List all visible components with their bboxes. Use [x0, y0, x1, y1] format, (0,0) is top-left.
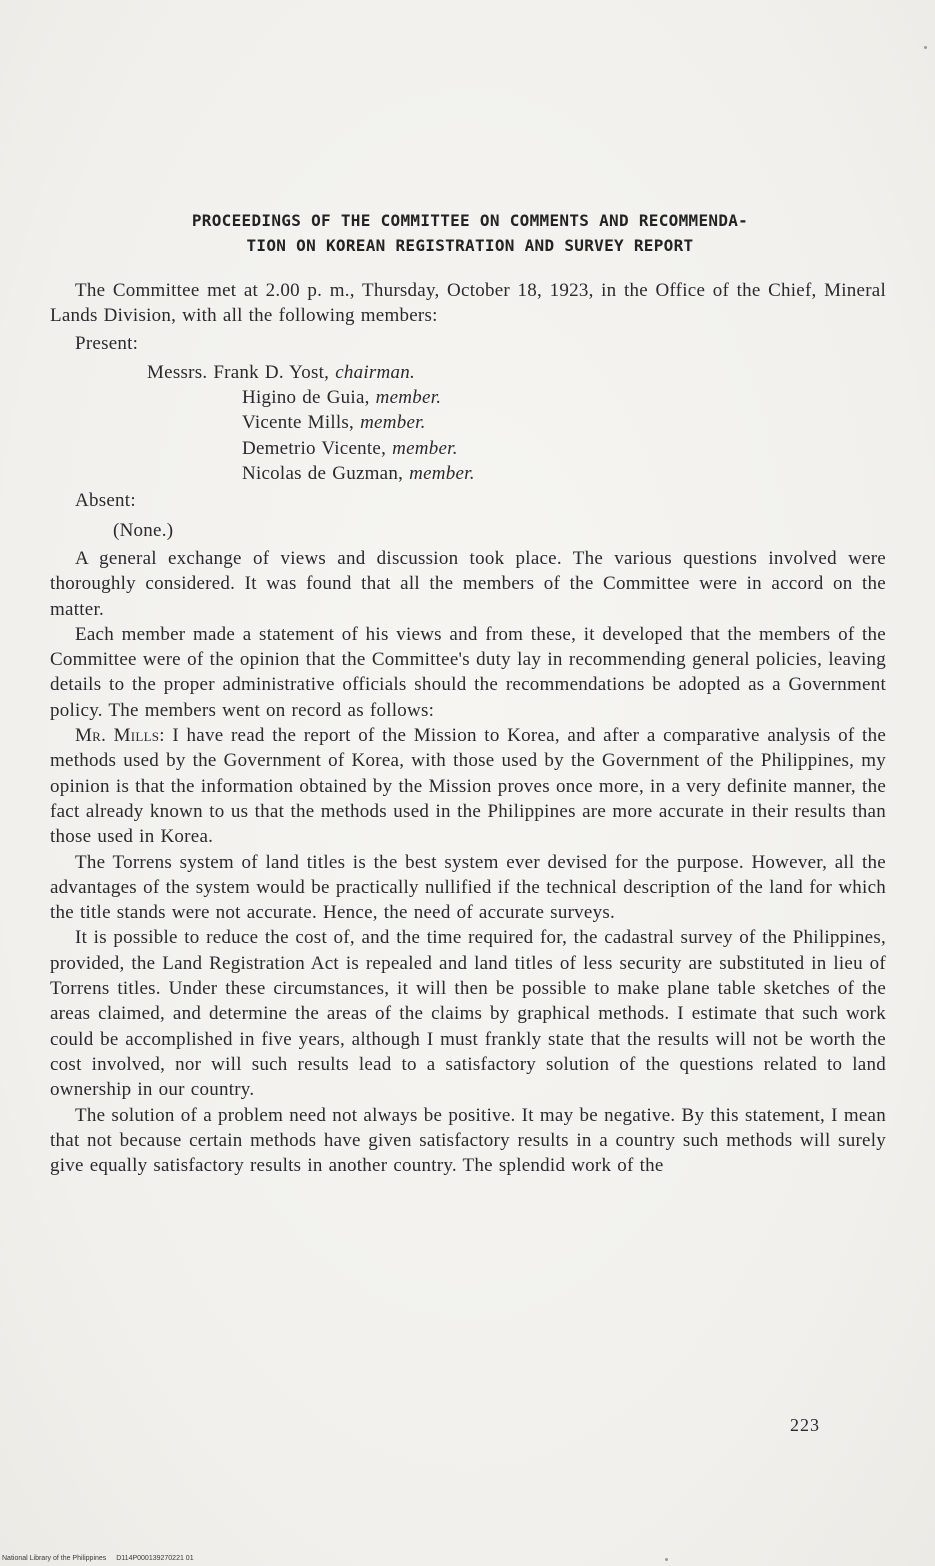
member-name: Nicolas de Guzman,: [242, 463, 404, 485]
absent-value: (None.): [113, 519, 174, 541]
member-row: [147, 436, 886, 461]
scan-speck: [665, 1558, 668, 1561]
member-role: member.: [375, 387, 442, 409]
body-paragraph: The solution of a problem need not always be positive. It may be negative. By this statement, I mean that not because certain methods have given satisfactory results in a country such methods will surely give equally satisfactory results in another country. The splendid work of the: [50, 1104, 886, 1177]
member-name: Demetrio Vicente,: [242, 437, 387, 459]
messrs-label: Messrs.: [147, 361, 208, 383]
member-role: member.: [360, 412, 426, 434]
present-label: Present:: [75, 332, 139, 354]
statement-text: I have read the report of the Mission to Korea, and after a comparative analysis of the methods used by the Government of Korea, with those used by the Government of the Philippines, my opinion is that the information obtained by the Mission proves once more, in a very definite manner, the fact already known to us that the methods used in the Philippines are more accurate in their results than those used in Korea.: [50, 725, 886, 848]
document-title: [50, 208, 890, 258]
footer-credit: [2, 1555, 202, 1562]
member-row: [147, 385, 886, 410]
member-name: Higino de Guia,: [242, 387, 370, 409]
body-paragraph: It is possible to reduce the cost of, and the time required for, the cadastral survey of the Philippines, provided, the Land Registration Act is repealed and land titles of less security are substituted in lieu of Torrens titles. Under these circumstances, it will then be possible to make plane table sketches of the areas claimed, and determine the areas of the claims by graphical methods. I estimate that such work could be accomplished in five years, although I must frankly state that the results will not be worth the cost involved, nor will such results lead to a satisfactory solution of the questions related to land ownership in our country.: [50, 927, 886, 1101]
member-role: member.: [392, 437, 458, 459]
speaker-name: Mr. Mills:: [75, 725, 165, 747]
member-name: Vicente Mills,: [242, 412, 355, 434]
document-body: [50, 278, 886, 1178]
body-paragraph: Each member made a statement of his views and from these, it developed that the members of the Committee were of the opinion that the Committee's duty lay in recommending general policies, leaving details to the proper administrative officials should the recommendations be adopted as a Government policy. The members went on record as follows:: [50, 623, 886, 721]
member-row: [147, 461, 886, 486]
intro-paragraph: The Committee met at 2.00 p. m., Thursday, October 18, 1923, in the Office of the Chief, Mineral Lands Division, with all the following members:: [50, 280, 886, 327]
title-line-1: PROCEEDINGS OF THE COMMITTEE ON COMMENTS AND RECOMMENDA-: [191, 211, 749, 230]
members-list: [147, 360, 886, 486]
absent-label: Absent:: [75, 490, 136, 512]
scan-speck: [924, 46, 927, 49]
member-role: member.: [409, 463, 475, 485]
footer-library: National Library of the Philippines: [2, 1555, 107, 1562]
footer-id: D114P000139270221 01: [116, 1555, 194, 1562]
member-row: [147, 360, 886, 385]
page-number: 223: [790, 1415, 820, 1435]
mills-statement-paragraph: [50, 723, 886, 849]
body-paragraph: A general exchange of views and discussion took place. The various questions involved were thoroughly considered. It was found that all the members of the Committee were in accord on the matter.: [50, 547, 886, 620]
member-row: [147, 410, 886, 435]
member-name: Frank D. Yost,: [213, 361, 330, 383]
member-role: chairman.: [335, 361, 416, 383]
body-paragraph: The Torrens system of land titles is the best system ever devised for the purpose. However, all the advantages of the system would be practically nullified if the technical description of the land for which the title stands were not accurate. Hence, the need of accurate surveys.: [50, 851, 886, 924]
title-line-2: TION ON KOREAN REGISTRATION AND SURVEY REPORT: [246, 236, 694, 255]
